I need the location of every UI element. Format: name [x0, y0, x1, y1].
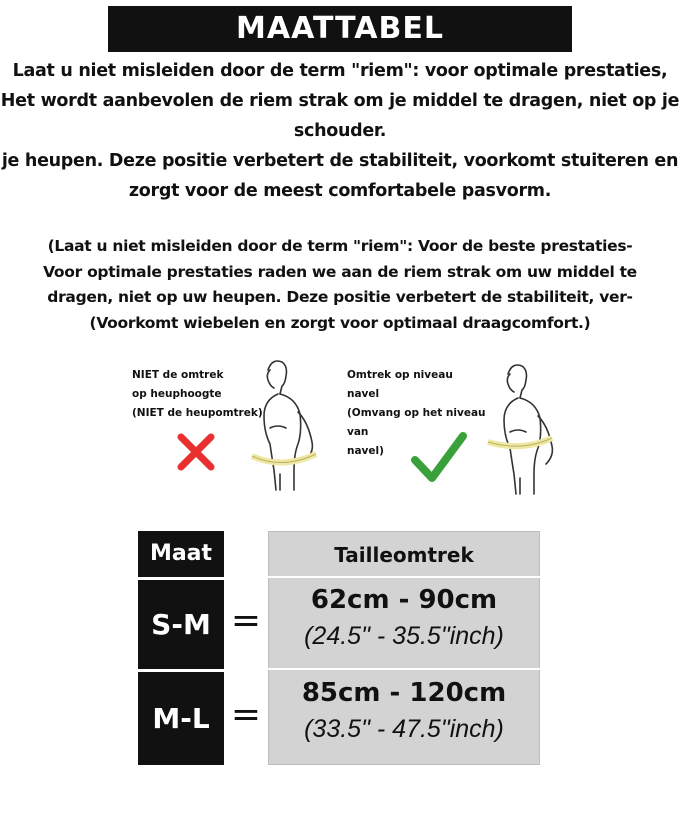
- intro-line: je heupen. Deze positie verbetert de stabiliteit, voorkomt stuiteren en: [1, 151, 679, 171]
- divider: [268, 576, 540, 578]
- divider: [268, 668, 540, 670]
- waist-inch-sm: (24.5" - 35.5"inch): [304, 622, 504, 650]
- equals-sign: =: [230, 694, 262, 735]
- size-header: Maat: [138, 531, 224, 577]
- note-line: (Voorkomt wiebelen en zorgt voor optimaal draagcomfort.): [89, 313, 591, 332]
- right-label-line: navel: [347, 388, 380, 400]
- right-label-line: navel): [347, 445, 384, 457]
- waist-cm-ml: 85cm - 120cm: [301, 678, 507, 708]
- waist-inch-ml: (33.5" - 47.5"inch): [304, 715, 504, 743]
- note-line: (Laat u niet misleiden door de term "riem": Voor de beste prestaties-: [47, 237, 633, 255]
- equals-sign: =: [230, 600, 262, 641]
- size-label-sm: S-M: [138, 577, 224, 669]
- right-label-line: van: [347, 426, 369, 438]
- right-label-line: (Omvang op het niveau: [347, 407, 486, 419]
- waist-header: Tailleomtrek: [334, 543, 474, 567]
- intro-line: schouder.: [293, 121, 387, 141]
- man-figure-navel-icon: [480, 360, 570, 495]
- intro-line: Het wordt aanbevolen de riem strak om je middel te dragen, niet op je: [0, 91, 680, 111]
- wrong-label-line: op heuphoogte: [132, 388, 222, 400]
- intro-line: Laat u niet misleiden door de term "riem": voor optimale prestaties,: [12, 61, 668, 81]
- note-line: dragen, niet op uw heupen. Deze positie verbetert de stabiliteit, ver-: [47, 288, 633, 306]
- waist-cm-sm: 62cm - 90cm: [310, 585, 498, 615]
- note-line: Voor optimale prestaties raden we aan de riem strak om uw middel te: [43, 262, 637, 281]
- note-text: [0, 234, 680, 336]
- wrong-label-line: NIET de omtrek: [132, 369, 224, 381]
- intro-text: [0, 56, 680, 206]
- man-figure-hip-icon: [240, 356, 330, 491]
- size-label-ml: M-L: [138, 669, 224, 765]
- right-label-line: Omtrek op niveau: [347, 369, 453, 381]
- check-icon: [410, 430, 468, 486]
- intro-line: zorgt voor de meest comfortabele pasvorm.: [128, 181, 552, 201]
- cross-icon: [176, 432, 216, 472]
- wrong-label-line: (NIET de heupomtrek): [132, 407, 263, 419]
- page-title: MAATTABEL: [108, 6, 572, 52]
